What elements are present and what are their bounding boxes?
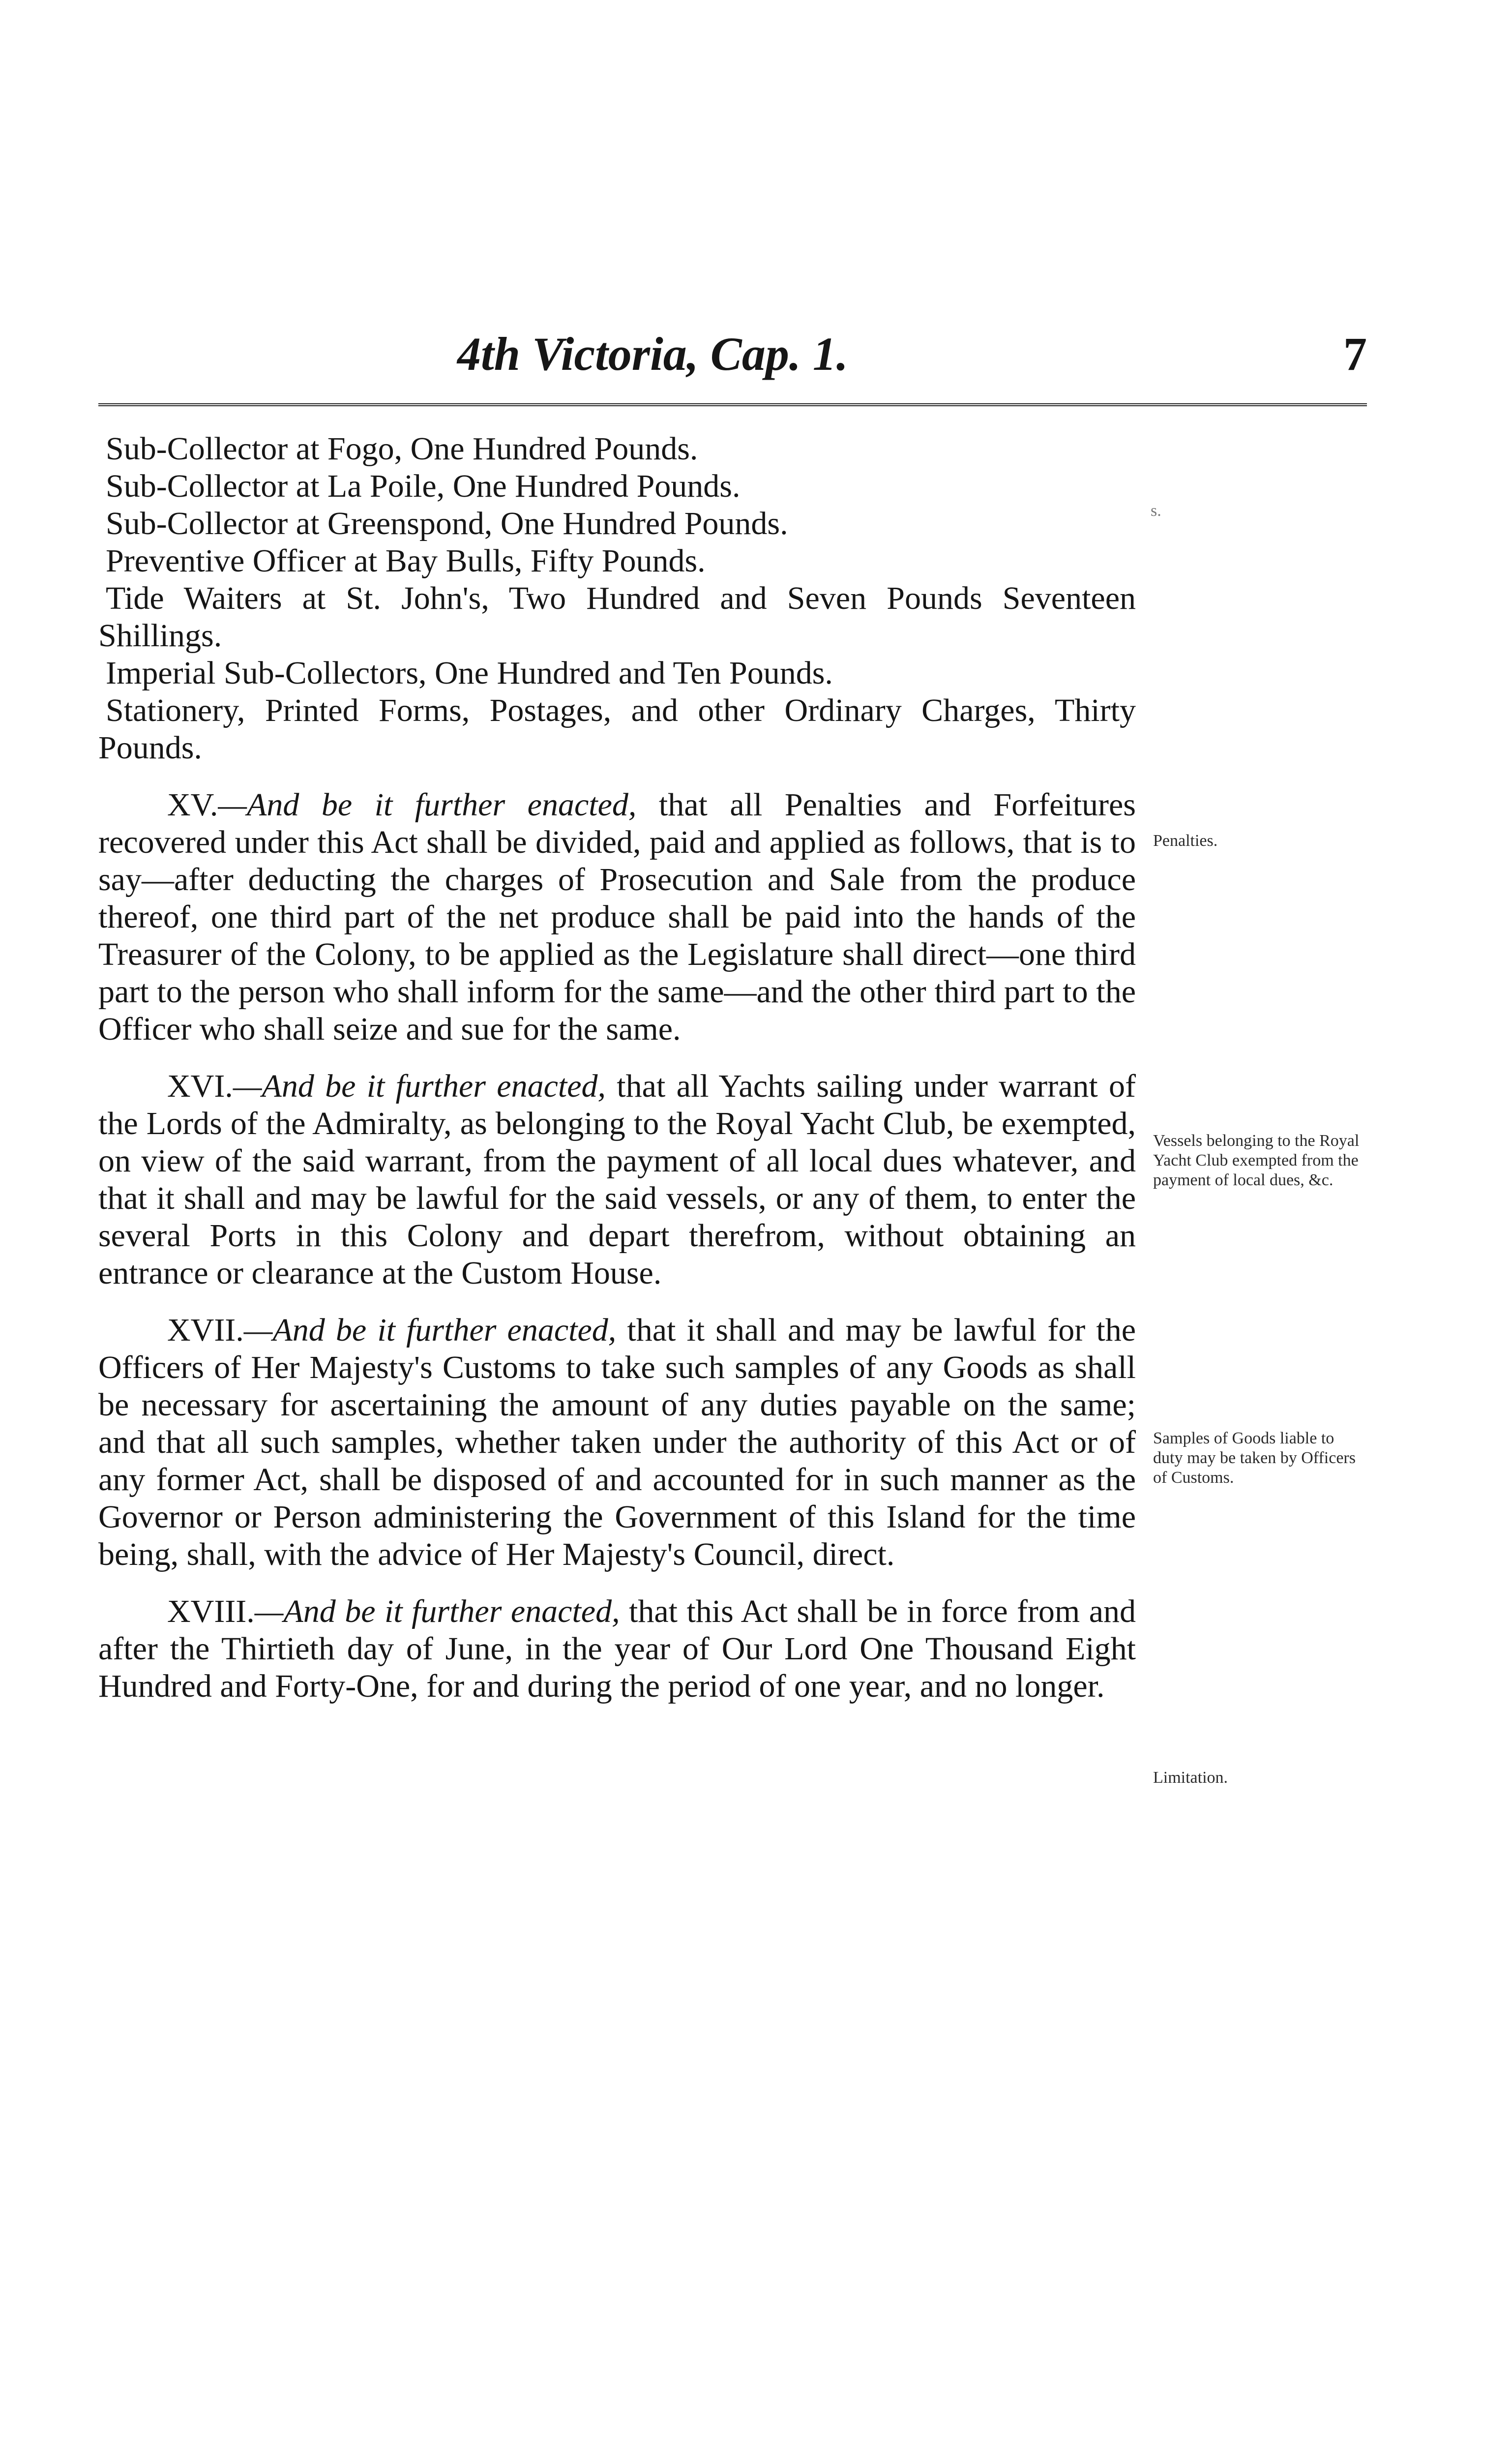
section-text: that it shall and may be lawful for the Officers of Her Majesty's Customs to take such samples of any Goods as shall be necessary for ascertaining the amount of any duties payable on the same; and that all such samples, whether taken under the authority of this Act or of any former Act, shall be disposed of and accounted for in such manner as the Governor or Person administering the Government of this Island for the time being, shall, with the advice of Her Majesty's Council, direct.: [98, 1312, 1136, 1572]
page-number: 7: [1343, 328, 1367, 380]
margin-note-yachts: Vessels belonging to the Royal Yacht Club exempted from the payment of local dues, &c.: [1153, 1132, 1360, 1189]
section-text: that all Yachts sailing under warrant of the Lords of the Admiralty, as belonging to the Royal Yacht Club, be exempted, on view of the said warrant, from the payment of all local dues whatever, and that it shall and may be lawful for the said vessels, or any of them, to enter the several Ports in this Colony and depart therefrom, without obtaining an entrance or clearance at the Custom House.: [98, 1068, 1136, 1291]
salary-item: Stationery, Printed Forms, Postages, and other Ordinary Charges, Thirty Pounds.: [98, 692, 1136, 766]
section-number: XVII.: [167, 1312, 244, 1348]
margin-note-penalties: Penalties.: [1153, 832, 1218, 850]
section-lead: —And be it further enacted,: [254, 1593, 620, 1629]
section-number: XVIII.: [167, 1593, 255, 1629]
section-number: XV.: [167, 787, 218, 823]
running-header: [98, 322, 1367, 386]
title-ordinal: 4th: [457, 328, 521, 380]
section-xvii: [98, 1312, 1136, 1573]
title-cap: Cap. 1.: [710, 328, 848, 380]
stray-mark: s.: [1151, 502, 1161, 520]
section-xv: [98, 786, 1136, 1048]
section-text: that all Penalties and Forfeitures recovered under this Act shall be divided, paid and applied as follows, that is to say—after deducting the charges of Prosecution and Sale from the produce thereof, one third part of the net produce shall be paid into the hands of the Treasurer of the Colony, to be applied as the Legislature shall direct—one third part to the person who shall inform for the same—and the other third part to the Officer who shall seize and sue for the same.: [98, 787, 1136, 1047]
margin-note-samples: Samples of Goods liable to duty may be taken by Officers of Customs.: [1153, 1429, 1356, 1487]
section-lead: —And be it further enacted,: [233, 1068, 606, 1104]
section-text: that this Act shall be in force from and after the Thirtieth day of June, in the year of Our Lord One Thousand Eight Hundred and Forty-One, for and during the period of one year, and no longer.: [98, 1593, 1136, 1704]
section-lead: —And be it further enacted,: [218, 787, 637, 823]
salary-item: Imperial Sub-Collectors, One Hundred and Ten Pounds.: [106, 655, 833, 691]
salary-item: Preventive Officer at Bay Bulls, Fifty Pounds.: [106, 543, 706, 579]
salary-item: Tide Waiters at St. John's, Two Hundred and Seven Pounds Seventeen Shillings.: [98, 580, 1136, 654]
section-xvi: [98, 1068, 1136, 1292]
salary-item: Sub-Collector at La Poile, One Hundred Pounds.: [106, 468, 741, 504]
section-xviii: [98, 1593, 1136, 1705]
header-rule: [98, 403, 1367, 406]
section-number: XVI.: [167, 1068, 233, 1104]
act-body: [98, 430, 1136, 1705]
page-title: [457, 322, 848, 386]
section-lead: —And be it further enacted,: [243, 1312, 617, 1348]
salary-item: Sub-Collector at Fogo, One Hundred Pounds.: [106, 431, 698, 467]
margin-note-limitation: Limitation.: [1153, 1769, 1228, 1787]
salary-item: Sub-Collector at Greenspond, One Hundred Pounds.: [106, 506, 788, 541]
title-reign: Victoria,: [532, 328, 699, 380]
